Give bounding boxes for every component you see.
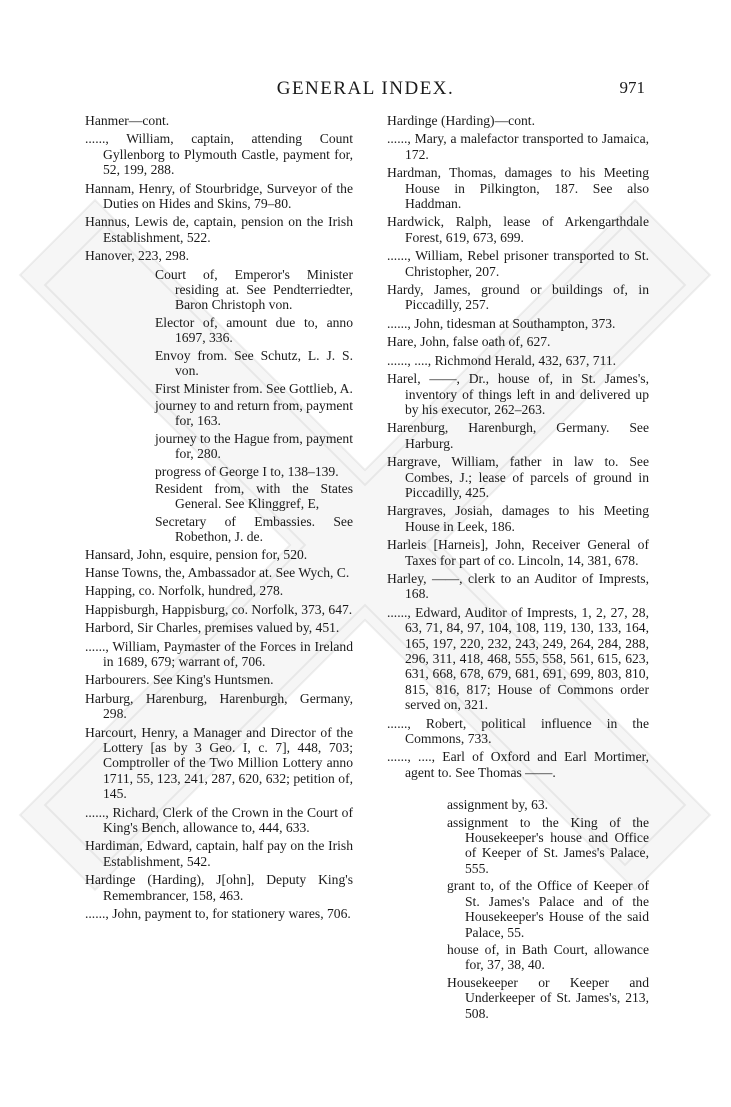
continuation-heading: Hardinge (Harding)—cont. [387,113,535,128]
index-entry: journey to and return from, payment for, 163. [155,397,353,429]
index-entry: Hanse Towns, the, Ambassador at. See Wych, C. [85,564,350,580]
index-entry: ......, Richard, Clerk of the Crown in the Court of King's Bench, allowance to, 444, 633. [85,804,353,836]
index-entry: Hardiman, Edward, captain, half pay on the Irish Establishment, 542. [85,838,353,869]
index-entry: First Minister from. See Gottlieb, A. [155,380,353,396]
index-entry: progress of George I to, 138–139. [155,463,339,479]
spacer [387,783,649,797]
index-entry: Housekeeper or Keeper and Underkeeper of St. James's, 213, 508. [447,974,649,1021]
index-entry: Harcourt, Henry, a Manager and Director of the Lottery [as by 3 Geo. I, c. 7], 448, 703; Comptroller of the Two Million Lottery anno 1711, 55, 123, 241, 287, 620, 632; petition of, 145. [85,724,353,802]
index-entry: Resident from, with the States General. See Klinggref, E, [155,480,353,512]
index-entry: grant to, of the Office of Keeper of St. James's Palace and of the Housekeeper's House of the said Palace, 55. [447,878,649,940]
index-entry: Happing, co. Norfolk, hundred, 278. [85,583,284,599]
index-entry: ......, William, captain, attending Count Gyllenborg to Plymouth Castle, payment for, 52, 199, 288. [85,131,353,178]
index-entry: ......, John, tidesman at Southampton, 373. [387,315,616,331]
index-entry: assignment by, 63. [447,797,549,813]
index-entry: ......, William, Paymaster of the Forces in Ireland in 1689, 679; warrant of, 706. [85,638,353,669]
index-entry: Court of, Emperor's Minister residing at. See Pendterriedter, Baron Christoph von. [155,266,353,313]
index-entry: Envoy from. See Schutz, L. J. S. von. [155,347,353,379]
index-entry: Hargrave, William, father in law to. See Combes, J.; lease of parcels of ground in Piccadilly, 425. [387,454,649,500]
running-title: GENERAL INDEX. [276,78,455,99]
index-entry: Secretary of Embassies. See Robethon, J. de. [155,513,353,545]
index-entry: ......, John, payment to, for stationery wares, 706. [85,906,351,922]
index-entry: Hardwick, Ralph, lease of Arkengarthdale Forest, 619, 673, 699. [387,214,649,245]
index-entry: house of, in Bath Court, allowance for, 37, 38, 40. [447,941,649,973]
index-entry: Elector of, amount due to, anno 1697, 336. [155,314,353,346]
index-entry: Hanover, 223, 298. [85,248,190,264]
page-number: 971 [619,78,645,97]
index-entry: ......, ...., Earl of Oxford and Earl Mortimer, agent to. See Thomas ——. [387,749,649,780]
index-entry: Harbourers. See King's Huntsmen. [85,672,274,688]
index-entry: Harel, ——, Dr., house of, in St. James's, inventory of things left in and delivered up by his executor, 262–263. [387,371,649,417]
index-entry: ......, Edward, Auditor of Imprests, 1, 2, 27, 28, 63, 71, 84, 97, 104, 108, 119, 130, 133, 164, 165, 197, 220, 232, 243, 249, 264, 284, 288, 296, 311, 418, 468, 555, 558, 561, 615, 623, 631, 668, 678, 679, 681, 691, 699, 803, 810, 815, 816, 817; House of Commons order served on, 321. [387,604,649,713]
index-entry: ......, William, Rebel prisoner transported to St. Christopher, 207. [387,248,649,279]
left-column [85,113,353,925]
index-entry: ......, ...., Richmond Herald, 432, 637, 711. [387,352,617,368]
index-entry: ......, Mary, a malefactor transported to Jamaica, 172. [387,131,649,162]
index-entry: Hannus, Lewis de, captain, pension on the Irish Establishment, 522. [85,214,353,245]
index-entry: Harleis [Harneis], John, Receiver General of Taxes for part of co. Lincoln, 14, 381, 678. [387,537,649,568]
index-entry: Harley, ——, clerk to an Auditor of Imprests, 168. [387,570,649,602]
page-header [0,74,731,104]
index-entry: Happisburgh, Happisburg, co. Norfolk, 373, 647. [85,601,353,617]
index-entry: ......, Robert, political influence in the Commons, 733. [387,715,649,747]
index-entry: Harburg, Harenburg, Harenburgh, Germany, 298. [85,690,353,722]
index-entry: Hardinge (Harding), J[ohn], Deputy King's Remembrancer, 158, 463. [85,872,353,903]
right-column [387,113,649,1023]
index-entry: Hardy, James, ground or buildings of, in Piccadilly, 257. [387,282,649,313]
index-entry: Hardman, Thomas, damages to his Meeting House in Pilkington, 187. See also Haddman. [387,165,649,212]
index-entry: journey to the Hague from, payment for, 280. [155,430,353,462]
index-entry: Harbord, Sir Charles, premises valued by, 451. [85,620,340,636]
index-entry: Harenburg, Harenburgh, Germany. See Harburg. [387,420,649,451]
index-entry: assignment to the King of the Housekeeper's house and Office of Keeper of St. James's Palace, 555. [447,814,649,876]
index-entry: Hannam, Henry, of Stourbridge, Surveyor of the Duties on Hides and Skins, 79–80. [85,180,353,212]
continuation-heading: Hanmer—cont. [85,113,170,128]
index-entry: Hargraves, Josiah, damages to his Meeting House in Leek, 186. [387,503,649,534]
index-entry: Hare, John, false oath of, 627. [387,334,551,350]
index-entry: Hansard, John, esquire, pension for, 520. [85,546,308,562]
